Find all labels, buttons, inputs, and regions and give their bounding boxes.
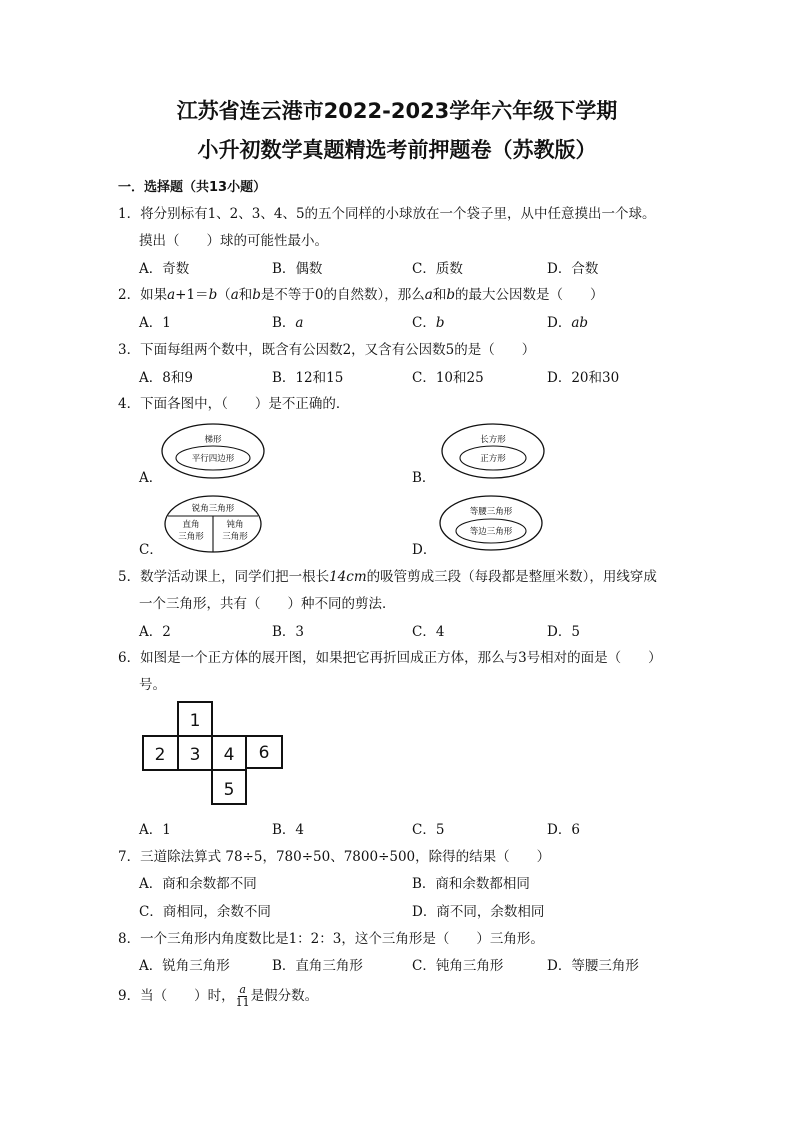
q5-option-c: C．4 [412, 624, 445, 640]
question-8-text: 8．一个三角形内角度数比是1：2：3，这个三角形是（ ）三角形。 [118, 931, 544, 947]
q4-diagram-a [160, 422, 266, 480]
cube-face-1: 1 [189, 711, 201, 731]
diagram-b-inner-label: 正方形 [480, 454, 506, 464]
q7-option-d: D．商不同，余数相同 [412, 904, 545, 920]
diagram-c-right-label-2: 三角形 [222, 532, 248, 542]
q5-option-a: A．2 [139, 624, 171, 640]
q3-option-b: B．12和15 [272, 370, 344, 386]
cube-face-2: 2 [154, 745, 166, 765]
question-1-text: 1．将分别标有1、2、3、4、5的五个同样的小球放在一个袋子里，从中任意摸出一个球。 [118, 206, 656, 222]
diagram-a-inner-label: 平行四边形 [191, 454, 235, 464]
question-3-text: 3．下面每组两个数中，既含有公因数2，又含有公因数5的是（ ） [118, 342, 536, 358]
q8-option-c: C．钝角三角形 [412, 958, 504, 974]
q2-option-b: B．a [272, 315, 304, 331]
q5-option-d: D．5 [547, 624, 580, 640]
q2-option-c: C．b [412, 315, 445, 331]
q7-option-b: B．商和余数都相同 [412, 876, 530, 892]
q3-option-a: A．8和9 [139, 370, 193, 386]
diagram-c-top-label: 锐角三角形 [191, 504, 235, 514]
diagram-d-outer-label: 等腰三角形 [469, 507, 513, 517]
question-9-text: 9．当（ ）时， $\frac{a}{11}$ 是假分数。 [118, 983, 319, 1009]
q4-diagram-d [438, 494, 544, 552]
q1-option-c: C．质数 [412, 261, 463, 277]
q8-option-b: B．直角三角形 [272, 958, 363, 974]
diagram-d-inner-label: 等边三角形 [469, 527, 513, 537]
question-4-text: 4．下面各图中，（ ）是不正确的． [118, 396, 350, 412]
question-5-text-cont: 一个三角形，共有（ ）种不同的剪法． [139, 596, 396, 612]
page-subtitle: 小升初数学真题精选考前押题卷（苏教版） [197, 138, 597, 162]
diagram-a-outer-label: 梯形 [204, 435, 222, 445]
cube-face-6: 6 [258, 743, 270, 763]
q7-option-c: C．商相同，余数不同 [139, 904, 271, 920]
q3-option-d: D．20和30 [547, 370, 620, 386]
diagram-c-right-label-1: 钝角 [226, 520, 244, 530]
q4-option-d: D． [412, 542, 437, 558]
question-5-text: 5．数学活动课上，同学们把一根长14cm的吸管剪成三段（每段都是整厘米数），用线穿成 [118, 569, 657, 585]
q1-option-a: A．奇数 [139, 261, 190, 277]
q2-option-a: A．1 [139, 315, 171, 331]
q4-diagram-b [440, 422, 546, 480]
q6-option-c: C．5 [412, 822, 445, 838]
q4-option-a: A． [139, 470, 163, 486]
diagram-c-left-label-2: 三角形 [178, 532, 204, 542]
q4-diagram-c [163, 494, 263, 554]
cube-face-3: 3 [189, 745, 201, 765]
question-6-text-cont: 号。 [139, 677, 166, 693]
cube-face-4: 4 [223, 745, 235, 765]
question-1-text-cont: 摸出（ ）球的可能性最小。 [139, 233, 328, 249]
q7-option-a: A．商和余数都不同 [139, 876, 257, 892]
q2-option-d: D．ab [547, 315, 589, 331]
question-7-text: 7．三道除法算式 78÷5，780÷50、7800÷500，除得的结果（ ） [118, 849, 551, 865]
q6-option-b: B．4 [272, 822, 305, 838]
q1-option-d: D．合数 [547, 261, 599, 277]
q5-option-b: B．3 [272, 624, 305, 640]
q9-fraction: $\frac{a}{11}$ [235, 983, 250, 1009]
cube-net-figure [140, 700, 286, 808]
q6-option-d: D．6 [547, 822, 580, 838]
question-2-text: 2．如果a+1＝b（a和b是不等于0的自然数），那么a和b的最大公因数是（ ） [118, 287, 604, 303]
q1-option-b: B．偶数 [272, 261, 323, 277]
q8-option-a: A．锐角三角形 [139, 958, 230, 974]
cube-face-5: 5 [223, 780, 235, 800]
q4-option-b: B． [412, 470, 436, 486]
diagram-c-left-label-1: 直角 [182, 520, 200, 530]
diagram-b-outer-label: 长方形 [480, 435, 506, 445]
q8-option-d: D．等腰三角形 [547, 958, 639, 974]
q4-option-c: C． [139, 542, 163, 558]
section-heading: 一．选择题（共13小题） [118, 180, 267, 195]
page-title: 江苏省连云港市2022-2023学年六年级下学期 [176, 99, 618, 123]
question-6-text: 6．如图是一个正方体的展开图，如果把它再折回成正方体，那么与3号相对的面是（ ） [118, 650, 662, 666]
q3-option-c: C．10和25 [412, 370, 484, 386]
q6-option-a: A．1 [139, 822, 171, 838]
